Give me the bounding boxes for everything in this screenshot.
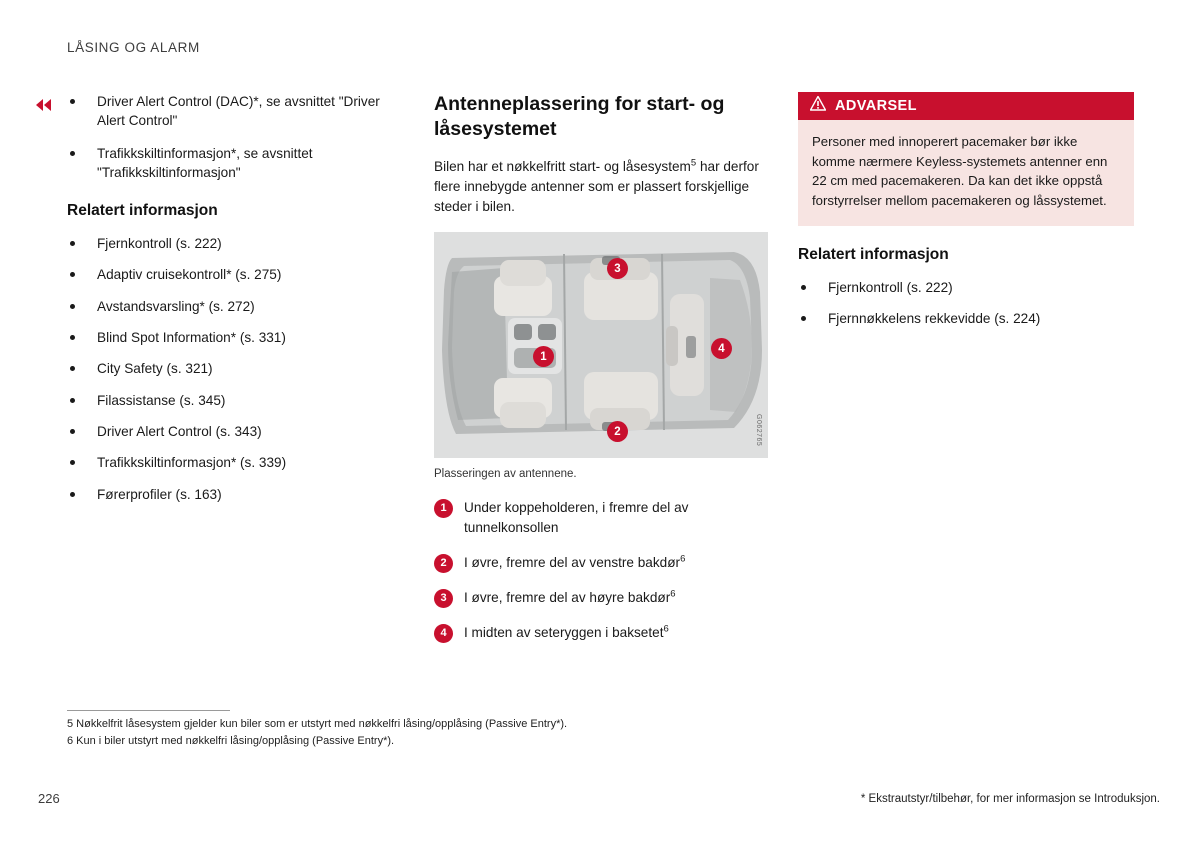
warning-triangle-icon [810,96,826,116]
figure-code: G062765 [755,413,762,447]
numbered-item-4 [434,623,768,642]
left-column [67,92,397,516]
item-badge-4: 4 [434,624,453,643]
list-item[interactable]: Filassistanse (s. 345) [67,391,397,410]
callout-2: 2 [607,421,628,442]
list-item[interactable]: Blind Spot Information* (s. 331) [67,328,397,347]
warning-label: ADVARSEL [835,98,917,114]
item-sup-3: 6 [670,588,676,600]
footnotes [67,716,767,750]
figure-caption: Plasseringen av antennene. [434,468,577,481]
top-bullet-list [67,92,397,182]
numbered-item-3 [434,588,768,607]
footnote-divider [67,710,230,711]
related-info-heading-left: Relatert informasjon [67,202,218,220]
intro-paragraph-post: har derfor flere innebygde antenner som er plassert forskjellige steder i bilen. [434,159,759,214]
related-links-left [67,234,397,504]
list-item[interactable]: Driver Alert Control (s. 343) [67,422,397,441]
section-title: Antenneplassering for start- og låsesystemet [434,93,725,140]
item-badge-2: 2 [434,554,453,573]
list-item: Driver Alert Control (DAC)*, se avsnittet "Driver Alert Control" [67,92,397,131]
numbered-item-2 [434,553,768,572]
page-number: 226 [38,791,60,806]
warning-box [798,92,1134,226]
related-info-heading-right: Relatert informasjon [798,246,949,264]
list-item: Trafikkskiltinformasjon*, se avsnittet "Trafikkskiltinformasjon" [67,144,397,183]
antenna-location-illustration [434,232,768,458]
related-links-right [798,278,1134,329]
item-text-1: Under koppeholderen, i fremre del av tunnelkonsollen [464,500,689,535]
item-badge-1: 1 [434,499,453,518]
warning-text: Personer med innoperert pacemaker bør ikke komme nærmere Keyless-systemets antenner enn 22 cm med pacemakeren. Da kan det ikke oppstå forstyrrelser mellom pacemakeren og låssystemet. [798,120,1134,226]
footnote-marker-5: 5 [690,157,697,169]
right-column [798,92,1134,341]
callout-3: 3 [607,258,628,279]
list-item[interactable]: Fjernnøkkelens rekkevidde (s. 224) [798,309,1134,328]
intro-paragraph [434,157,768,216]
footnote-6: 6 Kun i biler utstyrt med nøkkelfri låsing/opplåsing (Passive Entry*). [67,735,395,748]
list-item[interactable]: Trafikkskiltinformasjon* (s. 339) [67,453,397,472]
item-text-4: I midten av seteryggen i baksetet [464,625,664,641]
list-item[interactable]: Adaptiv cruisekontroll* (s. 275) [67,265,397,284]
numbered-item-1 [434,498,768,537]
intro-paragraph-pre: Bilen har et nøkkelfritt start- og låsesystem [434,159,691,175]
item-text-3: I øvre, fremre del av høyre bakdør [464,590,671,606]
middle-column [434,92,768,659]
list-item[interactable]: Avstandsvarsling* (s. 272) [67,297,397,316]
list-item[interactable]: Fjernkontroll (s. 222) [798,278,1134,297]
antenna-position-list [434,498,768,642]
double-chevron-left-icon[interactable] [36,98,52,112]
list-item[interactable]: City Safety (s. 321) [67,359,397,378]
callout-4: 4 [711,338,732,359]
warning-header [798,92,1134,120]
footnote-5: 5 Nøkkelfrit låsesystem gjelder kun biler som er utstyrt med nøkkelfri låsing/opplåsing (Passive Entry*). [67,718,568,730]
callout-1: 1 [533,346,554,367]
item-badge-3: 3 [434,589,453,608]
item-text-2: I øvre, fremre del av venstre bakdør [464,554,681,570]
item-sup-4: 6 [663,623,669,635]
chapter-title: LÅSING OG ALARM [67,40,200,55]
footer-note: * Ekstrautstyr/tilbehør, for mer informasjon se Introduksjon. [860,793,1160,805]
item-sup-2: 6 [680,553,686,565]
list-item[interactable]: Førerprofiler (s. 163) [67,485,397,504]
list-item[interactable]: Fjernkontroll (s. 222) [67,234,397,253]
